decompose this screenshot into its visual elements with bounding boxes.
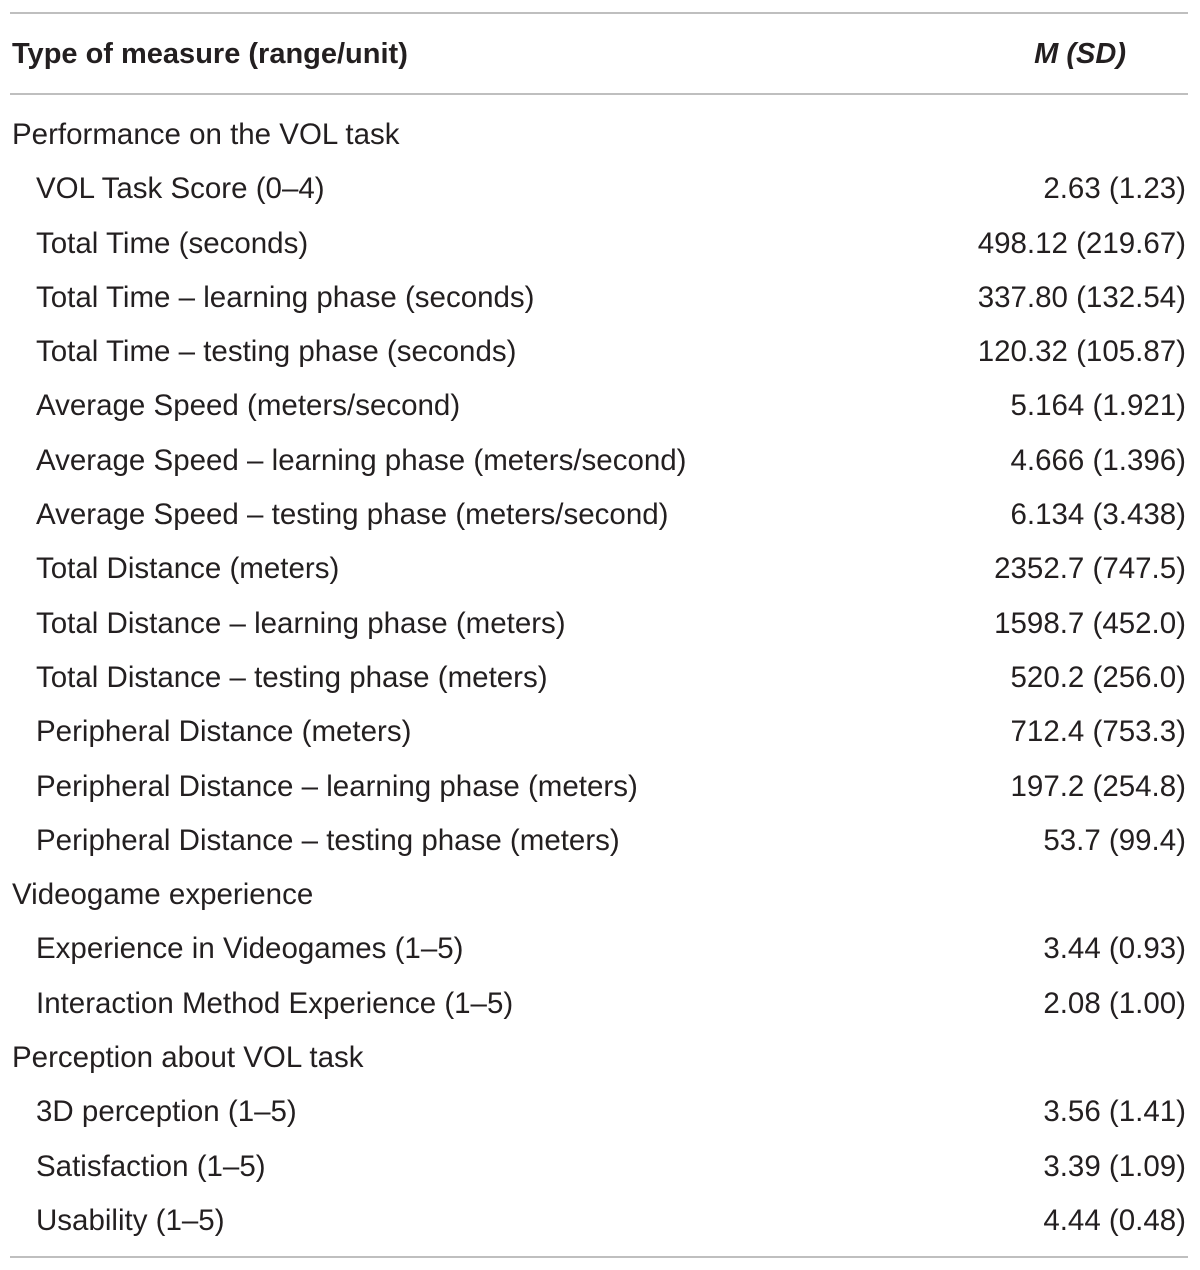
measure-label: Total Time – testing phase (seconds)	[36, 335, 517, 369]
table-row	[0, 705, 1200, 759]
measure-label: Experience in Videogames (1–5)	[36, 932, 464, 966]
table-row	[0, 760, 1200, 814]
table-row	[0, 922, 1200, 976]
table-row	[0, 542, 1200, 596]
column-header-measure: Type of measure (range/unit)	[12, 38, 408, 70]
table-row	[0, 217, 1200, 271]
measure-value: 712.4 (753.3)	[1010, 715, 1186, 749]
table-row	[0, 434, 1200, 488]
section-row	[0, 108, 1200, 162]
column-header-mean-sd: M (SD)	[1034, 38, 1126, 70]
table-row	[0, 1194, 1200, 1248]
measure-value: 498.12 (219.67)	[977, 226, 1186, 260]
measure-label: Peripheral Distance (meters)	[36, 715, 412, 749]
table-row	[0, 1085, 1200, 1139]
section-label: Performance on the VOL task	[12, 118, 400, 151]
table-row	[0, 325, 1200, 379]
table-top-rule	[10, 12, 1188, 14]
measure-label: Usability (1–5)	[36, 1203, 225, 1237]
table-row	[0, 1140, 1200, 1194]
measure-label: Average Speed – testing phase (meters/second)	[36, 498, 669, 532]
measure-label: Total Distance – testing phase (meters)	[36, 660, 548, 694]
section-row	[0, 868, 1200, 922]
measure-label: Peripheral Distance – testing phase (meters)	[36, 823, 620, 857]
table-row	[0, 379, 1200, 433]
measure-label: 3D perception (1–5)	[36, 1095, 297, 1129]
measure-label: Total Distance – learning phase (meters)	[36, 606, 566, 640]
measure-label: Interaction Method Experience (1–5)	[36, 986, 514, 1020]
section-row	[0, 1031, 1200, 1085]
table-row	[0, 597, 1200, 651]
table-row	[0, 814, 1200, 868]
measure-value: 5.164 (1.921)	[1010, 389, 1186, 423]
measure-label: Average Speed – learning phase (meters/second)	[36, 443, 687, 477]
measure-label: Total Time (seconds)	[36, 226, 309, 260]
measure-label: Total Time – learning phase (seconds)	[36, 280, 535, 314]
table-header-rule	[10, 93, 1188, 95]
table-row	[0, 271, 1200, 325]
section-label: Perception about VOL task	[12, 1041, 364, 1075]
measure-label: Satisfaction (1–5)	[36, 1149, 266, 1183]
measure-label: Peripheral Distance – learning phase (meters)	[36, 769, 638, 803]
measure-value: 2.08 (1.00)	[1043, 986, 1186, 1020]
measure-value: 2.63 (1.23)	[1043, 172, 1186, 206]
measure-value: 6.134 (3.438)	[1010, 498, 1186, 532]
table-header-row	[12, 30, 1188, 78]
measure-value: 3.39 (1.09)	[1043, 1149, 1186, 1183]
measure-value: 3.56 (1.41)	[1043, 1095, 1186, 1129]
table-body	[0, 108, 1200, 1248]
table-row	[0, 488, 1200, 542]
measure-label: Total Distance (meters)	[36, 552, 340, 586]
measure-label: Average Speed (meters/second)	[36, 389, 461, 423]
measure-value: 4.666 (1.396)	[1010, 443, 1186, 477]
table-bottom-rule	[10, 1256, 1188, 1258]
section-label: Videogame experience	[12, 878, 314, 912]
measure-value: 4.44 (0.48)	[1043, 1203, 1186, 1237]
table-row	[0, 162, 1200, 216]
measure-value: 337.80 (132.54)	[977, 280, 1186, 314]
measure-label: VOL Task Score (0–4)	[36, 172, 325, 206]
measure-value: 2352.7 (747.5)	[994, 552, 1186, 586]
measure-value: 120.32 (105.87)	[977, 335, 1186, 369]
measure-value: 53.7 (99.4)	[1043, 823, 1186, 857]
measure-value: 1598.7 (452.0)	[994, 606, 1186, 640]
measure-value: 520.2 (256.0)	[1010, 660, 1186, 694]
measure-value: 197.2 (254.8)	[1010, 769, 1186, 803]
table-row	[0, 977, 1200, 1031]
table-row	[0, 651, 1200, 705]
measure-value: 3.44 (0.93)	[1043, 932, 1186, 966]
